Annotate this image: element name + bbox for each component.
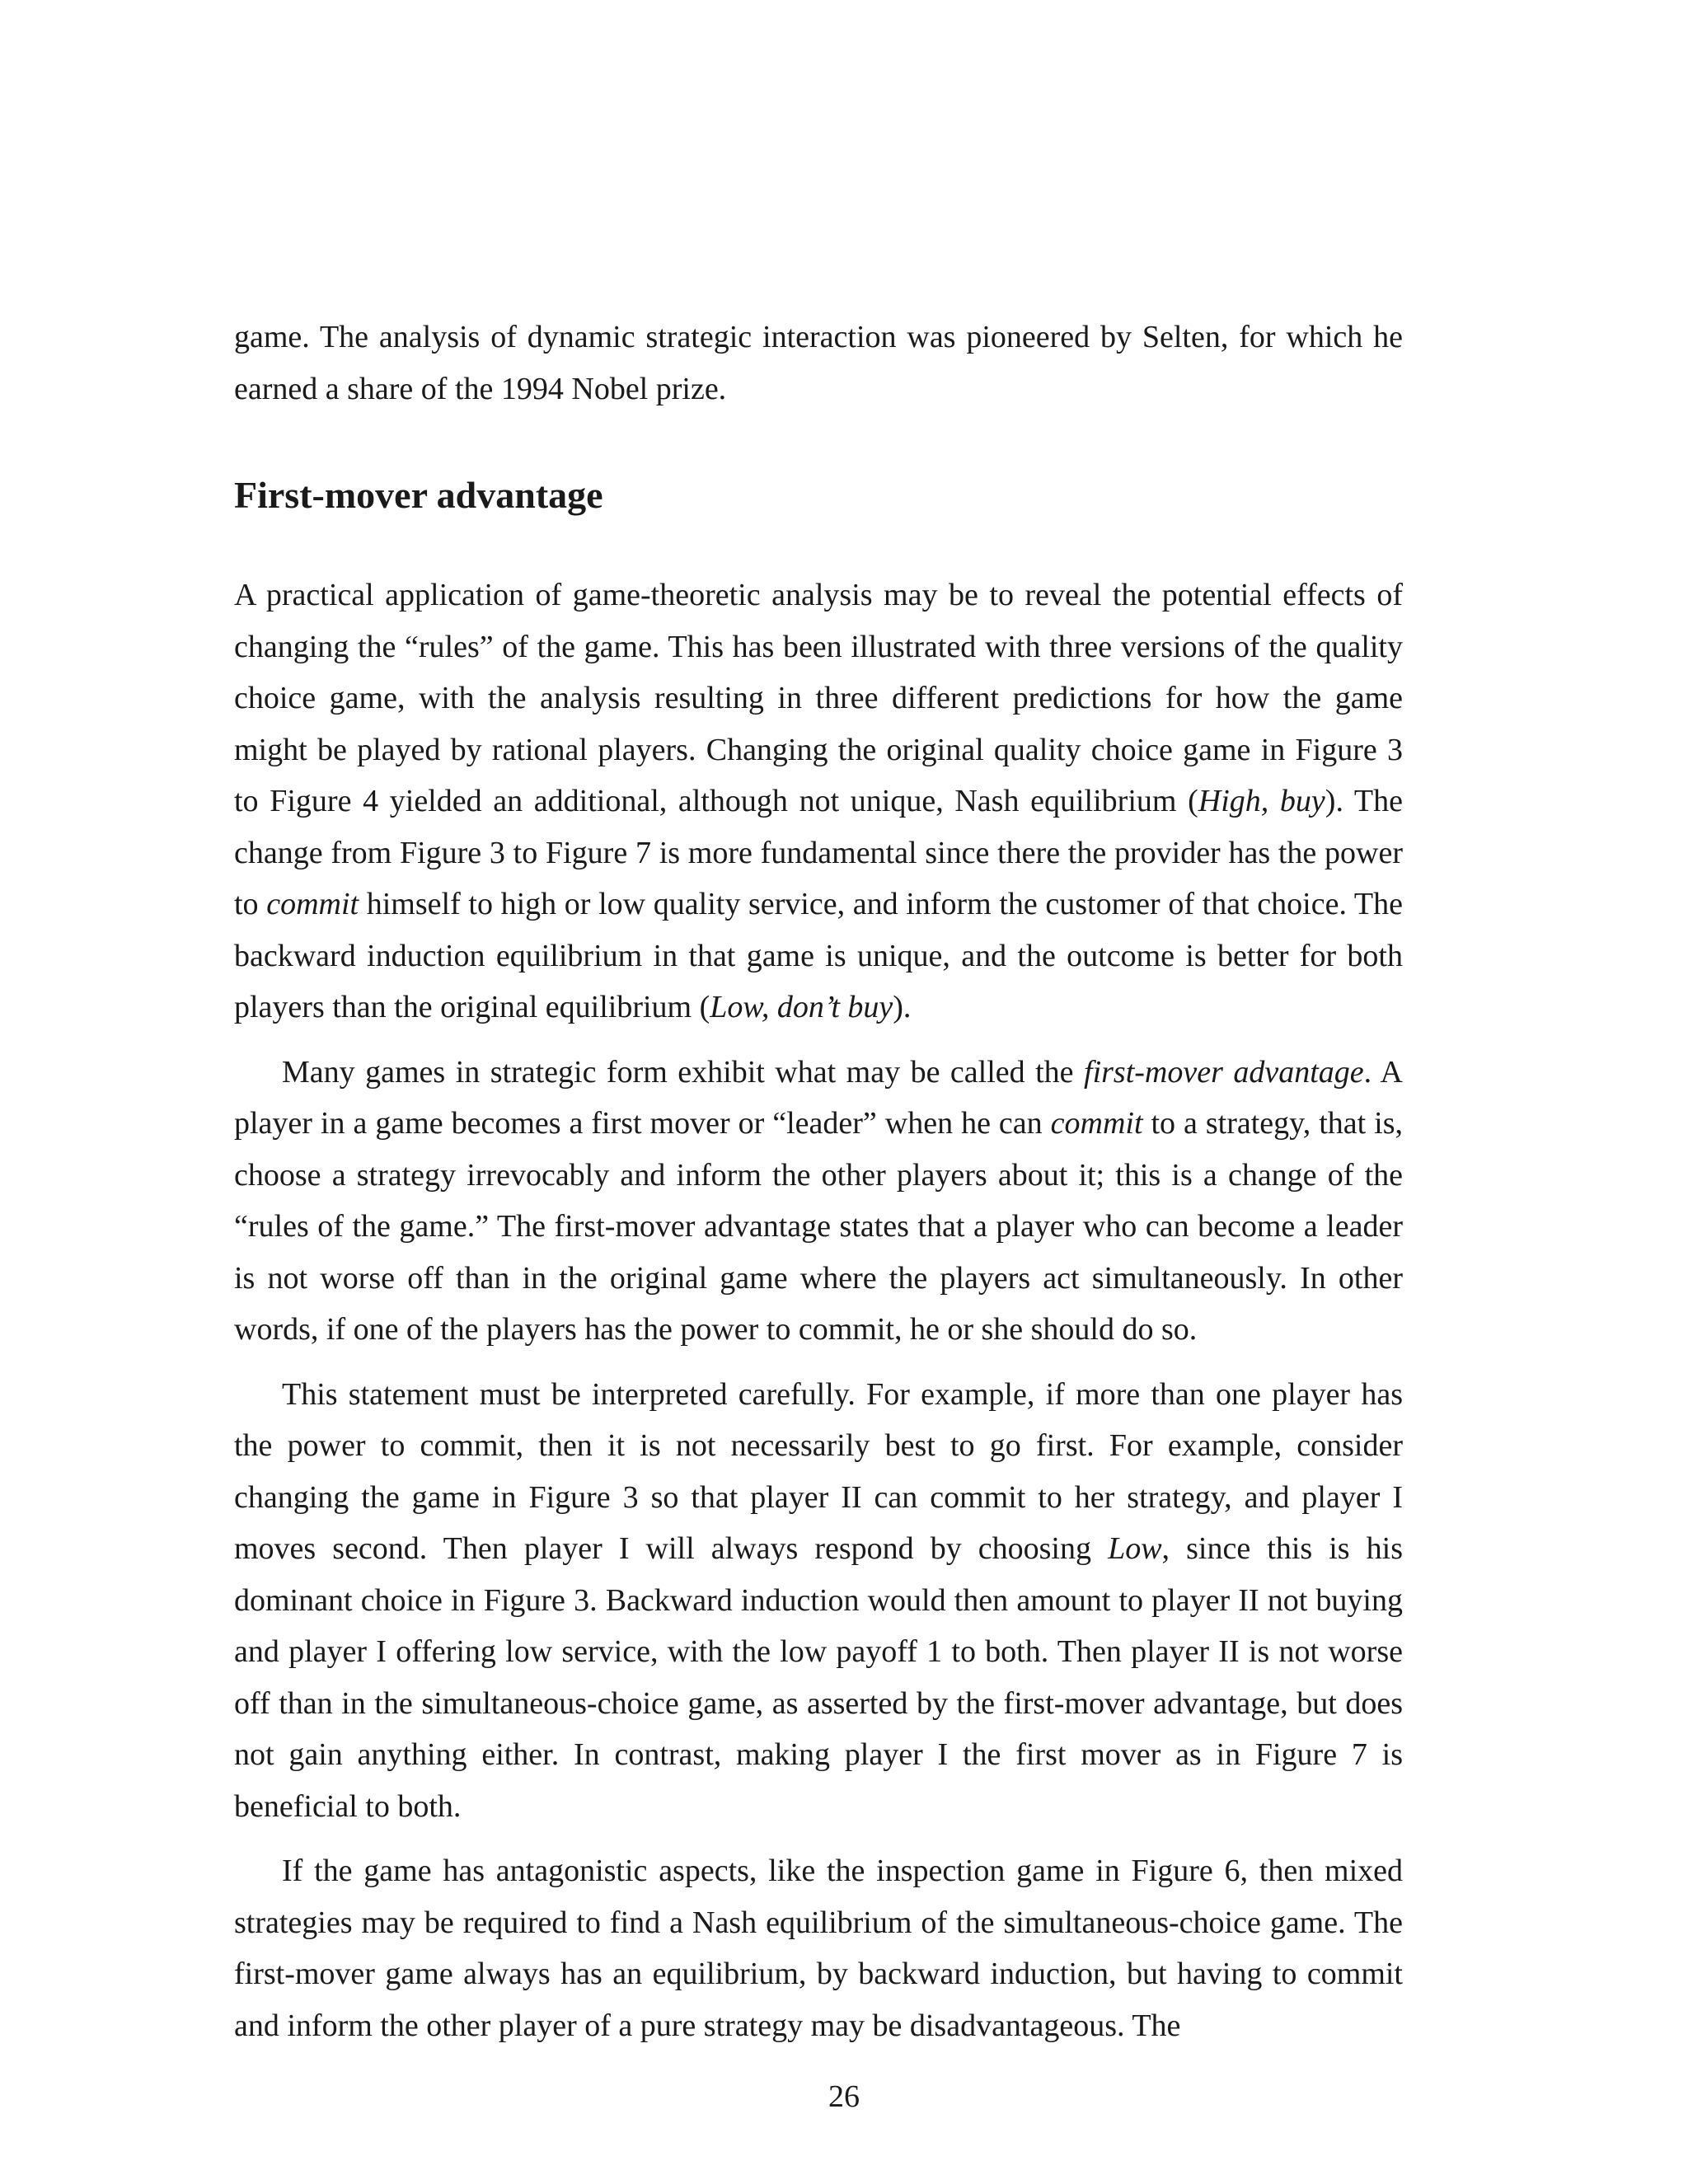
paragraph-1-text-e: himself to high or low quality service, and inform the customer of that choice. The backward induction equilibrium in that game is unique, and the outcome is better for both players than the original equilibrium (	[234, 887, 1403, 1024]
paragraph-1	[234, 569, 1403, 1033]
paragraph-1-italic-commit: commit	[266, 887, 359, 921]
paragraph-2-text-e: to a strategy, that is, choose a strategy irrevocably and inform the other players about it; this is a change of the “rules of the game.” The first-mover advantage states that a player who can become a leader is not worse off than in the original game where the players act simultaneously. In other words, if one of the players has the power to commit, he or she should do so.	[234, 1106, 1403, 1347]
intro-paragraph: game. The analysis of dynamic strategic interaction was pioneered by Selten, for which he earned a share of the 1994 Nobel prize.	[234, 320, 1403, 406]
paragraph-3-italic-low: Low	[1108, 1531, 1162, 1566]
paragraph-2-italic-first-mover-advantage: first-mover advantage	[1084, 1054, 1364, 1090]
page-number: 26	[828, 2079, 860, 2114]
paragraph-1-text-c: ). The change from Figure 3 to Figure 7 is more fundamental since there the provider has the power to	[234, 784, 1404, 921]
paragraph-2-italic-commit: commit	[1050, 1106, 1143, 1141]
paragraph-3	[234, 1369, 1403, 1833]
paragraph-4-text-a: If the game has antagonistic aspects, like the inspection game in Figure 6, then mixed strategies may be required to find a Nash equilibrium of the simultaneous-choice game. The first-mover game always has an equilibrium, by backward induction, but having to commit and inform the other player of a pure strategy may be disadvantageous. The	[234, 1854, 1403, 2043]
paragraph-1-italic-low-dont-buy: Low, don’t buy	[710, 990, 893, 1024]
paragraph-2	[234, 1047, 1403, 1356]
paragraph-1-italic-high-buy: High, buy	[1198, 784, 1325, 818]
paragraph-2-text-a: Many games in strategic form exhibit what may be called the	[282, 1054, 1085, 1090]
section-heading: First-mover advantage	[234, 474, 603, 516]
paragraph-4	[234, 1845, 1403, 2051]
paragraph-3-text-a: This statement must be interpreted carefully. For example, if more than one player has the power to commit, then it is not necessarily best to go first. For example, consider changing the game in Figure 3 so that player II can commit to her strategy, and player I moves second. Then player I will always respond by choosing	[234, 1376, 1403, 1566]
paragraph-2-text-c: . A player in a game becomes a first mover or “leader” when he can	[234, 1054, 1404, 1141]
paragraph-1-text-g: ).	[893, 990, 912, 1024]
paragraph-3-text-c: , since this is his dominant choice in Figure 3. Backward induction would then amount to player II not buying and player I offering low service, with the low payoff 1 to both. Then player II is not worse off than in the simultaneous-choice game, as asserted by the first-mover advantage, but does not gain anything either. In contrast, making player I the first mover as in Figure 7 is beneficial to both.	[234, 1531, 1403, 1824]
text-body	[234, 312, 1403, 2051]
paragraph-1-text-a: A practical application of game-theoretic analysis may be to reveal the potential effects of changing the “rules” of the game. This has been illustrated with three versions of the quality choice game, with the analysis resulting in three different predictions for how the game might be played by rational players. Changing the original quality choice game in Figure 3 to Figure 4 yielded an additional, although not unique, Nash equilibrium (	[234, 578, 1403, 818]
